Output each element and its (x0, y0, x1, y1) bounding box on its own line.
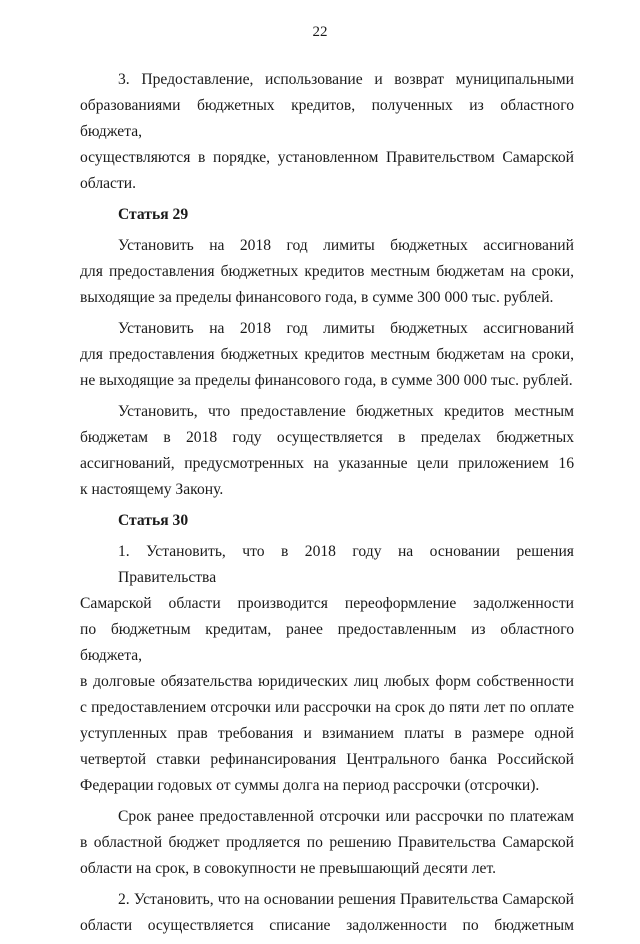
text-line: в областной бюджет продляется по решению Правительства Самарской (80, 834, 574, 851)
article-heading: Статья 29 (118, 206, 189, 223)
paragraph (80, 316, 574, 394)
paragraph (80, 399, 574, 503)
document-body (80, 67, 574, 944)
article-heading: Статья 30 (118, 512, 189, 529)
text-line: для предоставления бюджетных кредитов местным бюджетам на сроки, (80, 346, 574, 363)
paragraph (80, 67, 574, 197)
paragraph (80, 887, 574, 939)
text-line: четвертой ставки рефинансирования Центрального банка Российской (80, 751, 574, 768)
text-line: области. (80, 175, 137, 192)
text-line: для предоставления бюджетных кредитов местным бюджетам на сроки, (80, 263, 574, 280)
text-line: к настоящему Закону. (80, 481, 224, 498)
text-line: осуществляются в порядке, установленном Правительством Самарской (80, 149, 574, 166)
text-line: бюджетам в 2018 году осуществляется в пределах бюджетных (80, 429, 574, 446)
text-line: ассигнований, предусмотренных на указанные цели приложением 16 (80, 455, 574, 472)
text-line: Установить, что предоставление бюджетных кредитов местным (118, 403, 574, 420)
paragraph (80, 804, 574, 882)
text-line: области осуществляется списание задолженности по бюджетным (80, 917, 574, 934)
text-line: выходящие за пределы финансового года, в сумме 300 000 тыс. рублей. (80, 289, 554, 306)
text-line: 3. Предоставление, использование и возврат муниципальными (118, 71, 574, 88)
text-line: Установить на 2018 год лимиты бюджетных ассигнований (118, 320, 574, 337)
text-line: области на срок, в совокупности не превышающий десяти лет. (80, 860, 496, 877)
text-line: уступленных прав требования и взиманием платы в размере одной (80, 725, 574, 742)
text-line: в долговые обязательства юридических лиц любых форм собственности (80, 673, 574, 690)
page-number: 22 (312, 24, 328, 40)
text-line: по бюджетным кредитам, ранее предоставленным из областного бюджета, (80, 621, 574, 664)
text-line: с предоставлением отсрочки или рассрочки на срок до пяти лет по оплате (80, 699, 574, 716)
text-line: Самарской области производится переоформление задолженности (80, 595, 574, 612)
text-line: Срок ранее предоставленной отсрочки или рассрочки по платежам (118, 808, 574, 825)
paragraph (80, 539, 574, 799)
text-line: 1. Установить, что в 2018 году на основании решения Правительства (118, 543, 574, 586)
text-line: Федерации годовых от суммы долга на период рассрочки (отсрочки). (80, 777, 540, 794)
text-line: образованиями бюджетных кредитов, полученных из областного бюджета, (80, 97, 574, 140)
text-line: 2. Установить, что на основании решения Правительства Самарской (118, 891, 574, 908)
text-line: не выходящие за пределы финансового года, в сумме 300 000 тыс. рублей. (80, 372, 573, 389)
paragraph (80, 233, 574, 311)
text-line: Установить на 2018 год лимиты бюджетных ассигнований (118, 237, 574, 254)
